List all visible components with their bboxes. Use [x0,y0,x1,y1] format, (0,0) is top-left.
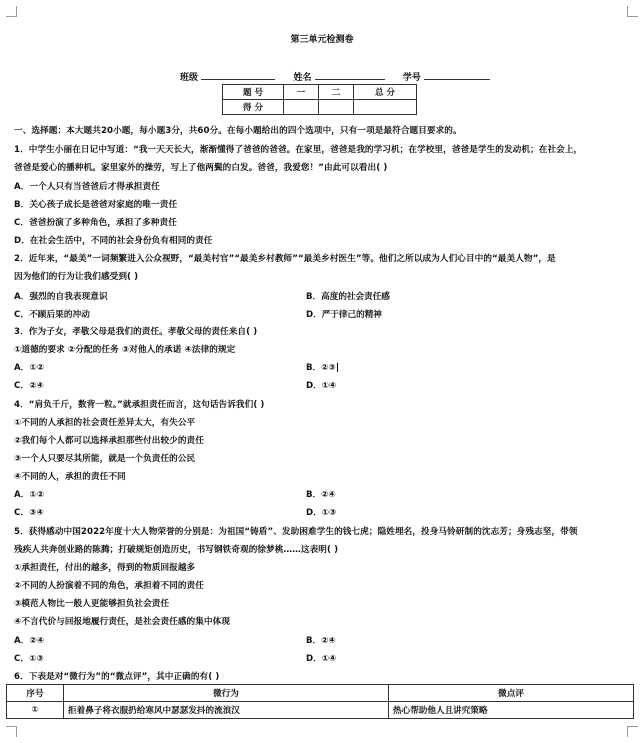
question-4-option-a[interactable]: A．①② [14,490,45,500]
question-3-option-d[interactable]: D．①④ [306,381,337,391]
question-2-option-c[interactable]: C．不顾后果的冲动 [14,310,90,320]
question-3-statements: ①道德的要求 ②分配的任务 ③对他人的承诺 ④法律的规定 [14,345,236,355]
score-table-input-cell[interactable] [354,100,417,115]
page-corner-mark-bottom-left [6,726,17,737]
table-header-behavior: 微行为 [64,685,389,702]
score-table-cell: 得 分 [223,100,284,115]
question-2-stem-line-1: 2．近年来，“最美”一词频繁进入公众视野，“最美村官”“最美乡村教师”“最美乡村医生”等。他们之所以成为人们心目中的“最美人物”，是 [14,254,556,264]
score-table-cell: 题 号 [223,85,284,100]
question-6-stem: 6．下表是对“微行为”的“微点评”，其中正确的有( ) [14,672,220,682]
score-table-input-cell[interactable] [284,100,319,115]
question-5-option-b[interactable]: B．②④ [306,636,336,646]
question-5-statement-3: ③模范人物比一般人更能够担负社会责任 [14,599,170,609]
question-5-statement-2: ②不同的人扮演着不同的角色，承担着不同的责任 [14,581,204,591]
name-label: 姓名 [293,73,312,83]
question-1-stem-line-2: 爸爸是爱心的播种机。家里家外的操劳，写上了他两鬓的白发。爸爸，我爱您！”由此可以看出( ) [14,163,388,173]
table-cell-number: ① [7,702,64,719]
student-id-blank[interactable] [424,71,490,80]
table-header-number: 序号 [7,685,64,702]
question-5-statement-1: ①承担责任，付出的越多，得到的物质回报越多 [14,563,196,573]
question-3-stem: 3．作为子女，孝敬父母是我们的责任。孝敬父母的责任来自( ) [14,327,258,337]
question-3-option-b-label: B．②③ [306,363,336,373]
score-table-score-row [223,100,417,115]
table-header-comment: 微点评 [389,685,634,702]
student-id-label: 学号 [402,73,421,83]
question-4-statement-2: ②我们每个人都可以选择承担那些付出较少的责任 [14,436,204,446]
question-4-option-c[interactable]: C．③④ [14,508,44,518]
question-2-option-d[interactable]: D．严于律己的精神 [306,310,382,320]
page-corner-mark-bottom-right [627,726,638,737]
question-1-option-b[interactable]: B．关心孩子成长是爸爸对家庭的唯一责任 [14,200,178,210]
question-5-option-a[interactable]: A．②④ [14,636,45,646]
question-2-option-a[interactable]: A．强烈的自我表现意识 [14,292,108,302]
question-5-stem-line-2: 残疾人共奔创业路的陈腾；打破规矩创造历史，书写钢铁奇观的徐梦桃……这表明( ) [14,545,339,555]
micro-behavior-table-header [7,685,634,702]
score-table-header-row [223,85,417,100]
question-2-stem-line-2: 因为他们的行为让我们感受到( ) [14,272,139,282]
text-cursor [337,363,338,372]
table-cell-comment: 热心帮助他人且讲究策略 [389,702,634,719]
question-3-option-b[interactable] [306,361,338,373]
table-row [7,702,634,719]
question-3-option-c[interactable]: C．②④ [14,381,44,391]
question-1-stem-line-1: 1．中学生小丽在日记中写道：“我一天天长大，渐渐懂得了爸爸的爸爸。在家里，爸爸是我的学习机；在学校里，爸爸是学生的发动机；在社会上， [14,145,583,155]
question-5-statement-4: ④不言代价与回报地履行责任，是社会责任感的集中体现 [14,617,231,627]
score-table [222,84,417,115]
micro-behavior-table [6,684,634,719]
question-5-option-c[interactable]: C．①③ [14,654,44,664]
page-corner-mark-top-right [627,6,638,17]
class-label: 班级 [180,73,199,83]
name-blank[interactable] [315,71,385,80]
question-1-option-d[interactable]: D．在社会生活中，不同的社会身份负有相同的责任 [14,236,213,246]
question-5-stem-line-1: 5．获得感动中国2022年度十大人物荣誉的分别是：为祖国“铸盾”、发助困难学生的钱七虎；隐姓埋名，投身马铃研制的沈志芳；身残志坚，带领 [14,527,578,537]
question-2-option-b[interactable]: B．高度的社会责任感 [306,292,390,302]
question-4-stem: 4．“肩负千斤，数背一粒。”就承担责任而言，这句话告诉我们( ) [14,400,265,410]
score-table-cell: 二 [319,85,354,100]
document-title: 第三单元检测卷 [290,35,354,45]
question-4-statement-3: ③一个人只要尽其所能，就是一个负责任的公民 [14,454,196,464]
score-table-cell: 总 分 [354,85,417,100]
question-4-statement-4: ④不同的人，承担的责任不同 [14,472,126,482]
class-blank[interactable] [201,71,275,80]
score-table-input-cell[interactable] [319,100,354,115]
question-4-option-d[interactable]: D．①③ [306,508,337,518]
student-info-row [180,70,490,83]
page-corner-mark-top-left [6,6,17,17]
table-cell-behavior: 拒着鼻子将衣服扔给寒风中瑟瑟发抖的流浪汉 [64,702,389,719]
score-table-cell: 一 [284,85,319,100]
question-4-option-b[interactable]: B．②④ [306,490,336,500]
question-1-option-a[interactable]: A．一个人只有当爸爸后才得承担责任 [14,182,160,192]
question-1-option-c[interactable]: C．爸爸扮演了多种角色，承担了多种责任 [14,218,177,228]
question-4-statement-1: ①不同的人承担的社会责任差异太大，有失公平 [14,418,196,428]
question-5-option-d[interactable]: D．①④ [306,654,337,664]
question-3-option-a[interactable]: A．①② [14,363,45,373]
section-heading: 一、选择题：本大题共20小题，每小题3分，共60分。在每小题给出的四个选项中，只有一项是最符合题目要求的。 [14,126,462,136]
